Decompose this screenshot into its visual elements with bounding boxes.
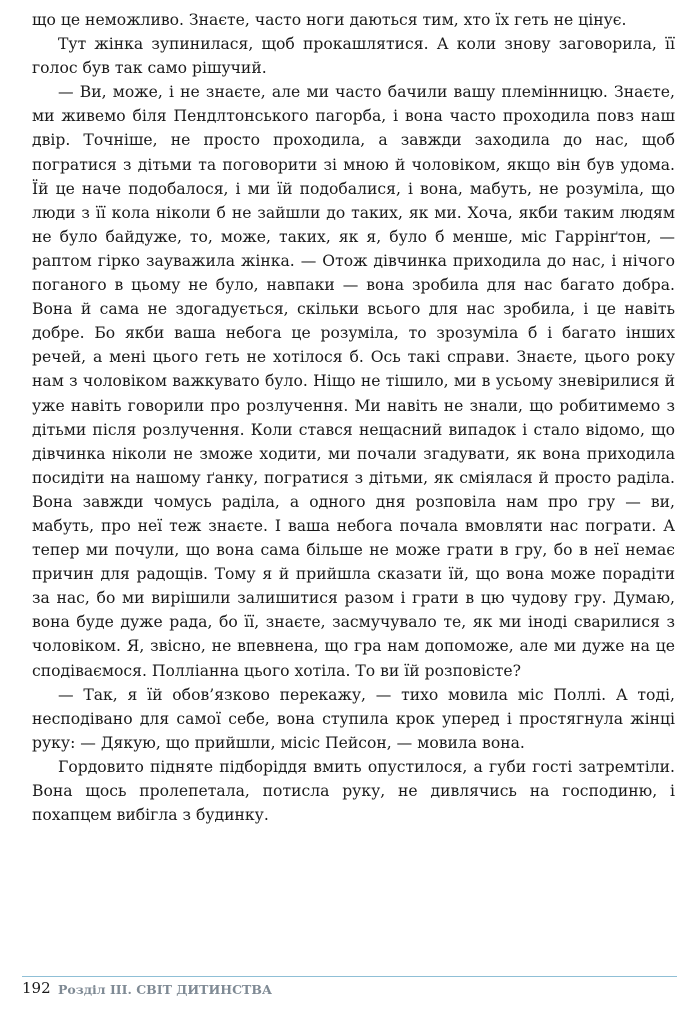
page-number: 192 [22, 979, 51, 997]
paragraph: — Ви, може, і не знаєте, але ми часто бачили вашу племінницю. Знаєте, ми живемо біля Пендлтонського пагорба, і вона часто проходила повз наш двір. Точніше, не просто проходила, а завжди заходила до нас, щоб погратися з дітьми та поговорити зі мною й чоловіком, якщо він був удома. Їй це наче подобалося, і ми їй подобалися, і вона, мабуть, не розуміла, що люди з її кола ніколи б не зайшли до таких, як ми. Хоча, якби таким людям не було байдуже, то, може, таких, як я, було б менше, міс Гаррінґтон, — раптом гірко зауважила жінка. — Отож дівчинка приходила до нас, і нічого поганого в цьому не було, навпаки — вона зробила для нас багато добра. Вона й сама не здогадується, скільки всього для нас зробила, і це навіть добре. Бо якби ваша небога це розуміла, то зрозуміла б і багато інших речей, а мені цього геть не хотілося б. Ось такі справи. Знаєте, цього року нам з чоловіком важкувато було. Ніщо не тішило, ми в усьому зневірилися й уже навіть говорили про розлучення. Ми навіть не знали, що робитимемо з дітьми після розлучення. Коли стався нещасний випадок і стало відомо, що дівчинка ніколи не зможе ходити, ми почали згадувати, як вона приходила посидіти на нашому ґанку, погратися з дітьми, як сміялася й просто раділа. Вона завжди чомусь раділа, а одного дня розповіла нам про гру — ви, мабуть, про неї теж знаєте. І ваша небога почала вмовляти нас пограти. А тепер ми почули, що вона сама більше не може грати в гру, бо в неї немає причин для радощів. Тому я й прийшла сказати їй, що вона може порадіти за нас, бо ми вирішили залишитися разом і грати в цю чудову гру. Думаю, вона буде дуже рада, бо її, знаєте, засмучувало те, як ми іноді сварилися з чоловіком. Я, звісно, не впевнена, що гра нам допоможе, але ми дуже на це сподіваємося. Поллiанна цього хотіла. То ви їй розповісте? [32, 83, 675, 680]
paragraph: Гордовито підняте підборіддя вмить опустилося, а губи гості затремтіли. Вона щось пролепетала, потисла руку, не дивлячись на господиню, і похапцем вибігла з будинку. [32, 757, 675, 825]
footer-divider [22, 976, 677, 977]
paragraph-continuation: що це неможливо. Знаєте, часто ноги даються тим, хто їх геть не цінує. [32, 11, 627, 29]
paragraph: — Так, я їй обов’язково перекажу, — тихо мовила міс Поллі. А тоді, несподівано для самої себе, вона ступила крок уперед і простягнула жінці руку: — Дякую, що прийшли, місіс Пейсон, — мовила вона. [32, 685, 675, 752]
paragraph: Тут жінка зупинилася, щоб прокашлятися. А коли знову заговорила, її голос був так само рішучий. [32, 35, 675, 78]
body-text [32, 8, 675, 827]
section-title: Розділ III. СВІТ ДИТИНСТВА [58, 982, 273, 997]
